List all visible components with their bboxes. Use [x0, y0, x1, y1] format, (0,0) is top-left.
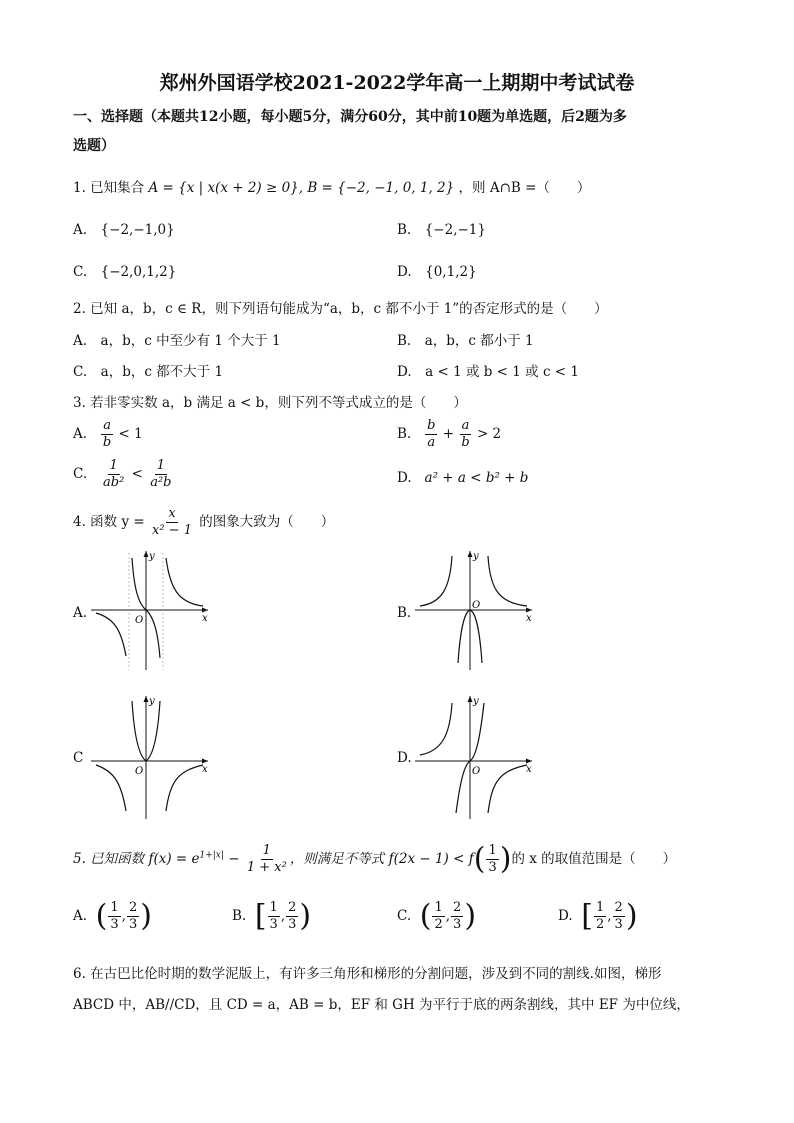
q1-sets: A = {x | x(x + 2) ≥ 0}, B = {−2, −1, 0, 1, 2} [148, 180, 455, 196]
origin-label: O [135, 615, 144, 626]
frac-den: 3 [614, 917, 623, 932]
q1-suffix: ，则 A∩B =（ ） [458, 180, 591, 196]
q1-prefix: 1. 已知集合 [73, 180, 145, 196]
bracket-left: [ [254, 898, 267, 934]
section-heading: 一、选择题（本题共12小题，每小题5分，满分60分，其中前10题为单选题，后2题为多 [73, 109, 627, 125]
frac-den: a²b [150, 475, 172, 490]
question-4-stem [73, 506, 334, 539]
graph-d[interactable] [412, 693, 537, 821]
graph-c[interactable] [88, 693, 213, 821]
q3-d-expr: a² + a < b² + b [424, 470, 529, 486]
option-label: B. [397, 426, 412, 442]
q3-option-b[interactable]: B. $\frac{b}{a}$ + $\frac{a}{b}$ > 2 [397, 418, 502, 450]
frac-den: 3 [128, 917, 138, 932]
frac-num: 1 [110, 900, 119, 915]
origin-label: O [472, 766, 481, 777]
section-heading-cont: 选题） [73, 138, 115, 154]
axis-x-label: x [526, 613, 532, 624]
bracket-left: [ [581, 898, 593, 934]
bracket-left: ( [419, 898, 432, 934]
option-label: D. [397, 470, 412, 486]
bracket-right: ) [464, 898, 477, 934]
q5-suffix: 的 x 的取值范围是（ ） [511, 851, 677, 867]
graph-b[interactable] [412, 548, 537, 673]
q4-option-a-label[interactable]: A. [73, 605, 88, 621]
frac-num: 1 [269, 900, 278, 915]
q3-b-tail: > 2 [476, 426, 502, 442]
q5-option-a[interactable]: A. ( $\frac{1}{3}$ , $\frac{2}{3}$ ) [73, 898, 152, 934]
frac-num: 1 [156, 458, 165, 473]
q4-option-b-label[interactable]: B. [397, 605, 412, 621]
frac-num: 1 [262, 843, 271, 858]
option-label: D. [558, 908, 573, 924]
option-label: B. [232, 908, 247, 924]
question-5-stem: 5. 已知函数 $f(x) = e^{1+|x|}$ − $\frac{1}{\text{1 + x²}}$ ，则满足不等式 f(2x − 1) < f( $\frac{1}{3}$ )的 x 的取值范围是（ ） [73, 841, 677, 877]
q4-suffix: 的图象大致为（ ） [199, 514, 335, 530]
q1-option-c[interactable]: C. {−2,0,1,2} [73, 264, 177, 280]
q3-b-plus: + [442, 426, 455, 442]
q1-option-a[interactable]: A. {−2,−1,0} [73, 222, 175, 238]
q5-option-b[interactable]: B. [ $\frac{1}{3}$ , $\frac{2}{3}$ ) [232, 898, 312, 934]
q5-prefix: 5. 已知函数 f(x) = e [73, 851, 200, 867]
question-1-stem [73, 176, 590, 196]
option-label: A. [73, 908, 88, 924]
frac-num: 2 [614, 900, 623, 915]
q5-minus: − [223, 851, 240, 867]
frac-num: 2 [128, 900, 138, 915]
axis-y-label: y [149, 551, 155, 562]
frac-den: ab² [103, 475, 125, 490]
frac-num: 2 [288, 900, 297, 915]
q3-option-d[interactable] [397, 470, 528, 486]
q2-option-a[interactable]: A. a，b，c 中至少有 1 个大于 1 [73, 333, 281, 349]
q3-option-a[interactable]: A. $\frac{a}{b}$ < 1 [73, 418, 143, 450]
frac-den: 3 [288, 917, 297, 932]
frac-den: 3 [453, 917, 462, 932]
option-label: A. [73, 426, 88, 442]
q2-option-b[interactable]: B. a，b，c 都小于 1 [397, 333, 534, 349]
axis-x-label: x [526, 764, 532, 775]
question-2-stem: 2. 已知 a，b，c ∈ R，则下列语句能成为“a，b，c 都不小于 1”的否定形式的是（ ） [73, 301, 608, 317]
frac-den: 3 [269, 917, 278, 932]
frac-num: x [168, 506, 176, 521]
q1-option-d[interactable]: D. {0,1,2} [397, 264, 477, 280]
q2-option-c[interactable]: C. a，b，c 都不大于 1 [73, 364, 224, 380]
q5-mid: ，则满足不等式 f(2x − 1) < f [289, 851, 474, 867]
frac-den: 1 + x² [246, 860, 287, 875]
frac-den: 3 [488, 860, 497, 875]
axis-y-label: y [473, 551, 479, 562]
axis-y-label: y [473, 696, 479, 707]
frac-num: 1 [434, 900, 443, 915]
page-title: 郑州外国语学校2021-2022学年高一上期期中考试试卷 [159, 72, 635, 94]
bracket-right: ) [625, 898, 638, 934]
question-6-line-1: 6. 在古巴比伦时期的数学泥版上，有许多三角形和梯形的分割问题，涉及到不同的割线.如图，梯形 [73, 966, 662, 982]
frac-num: 2 [453, 900, 462, 915]
axis-x-label: x [202, 764, 208, 775]
q4-option-c-label[interactable]: C [73, 750, 84, 766]
origin-label: O [472, 600, 481, 611]
frac-den: x² − 1 [152, 523, 192, 538]
bracket-right: ) [140, 898, 152, 934]
frac-num: 1 [595, 900, 605, 915]
q4-prefix: 4. 函数 y = [73, 514, 145, 530]
question-6-line-2: ABCD 中，AB//CD，且 CD = a，AB = b，EF 和 GH 为平行于底的两条割线，其中 EF 为中位线， [73, 997, 690, 1013]
q5-exponent: 1+|x| [199, 850, 224, 861]
axis-x-label: x [202, 613, 208, 624]
bracket-right: ) [299, 898, 312, 934]
q2-option-d[interactable]: D. a < 1 或 b < 1 或 c < 1 [397, 364, 579, 380]
frac-num: 1 [488, 843, 497, 858]
graph-a[interactable] [88, 548, 213, 673]
q3-a-tail: < 1 [118, 426, 143, 442]
frac-den: 2 [434, 917, 443, 932]
q1-option-b[interactable]: B. {−2,−1} [397, 222, 486, 238]
q3-option-c[interactable]: C. $\frac{1}{\text{ab²}}$ < $\frac{1}{\text{a²b}}$ [73, 458, 172, 490]
frac-num: 1 [109, 458, 118, 473]
q5-option-d[interactable]: D. [ $\frac{1}{2}$ , $\frac{2}{3}$ ) [558, 898, 638, 934]
q5-option-c[interactable]: C. ( $\frac{1}{2}$ , $\frac{2}{3}$ ) [397, 898, 477, 934]
origin-label: O [135, 766, 144, 777]
option-label: C. [397, 908, 412, 924]
q4-option-d-label[interactable]: D. [397, 750, 412, 766]
option-label: C. [73, 466, 88, 482]
frac-den: 2 [595, 917, 605, 932]
question-3-stem: 3. 若非零实数 a，b 满足 a < b，则下列不等式成立的是（ ） [73, 395, 467, 411]
axis-y-label: y [149, 696, 155, 707]
bracket-left: ( [95, 898, 108, 934]
frac-den: 3 [110, 917, 119, 932]
